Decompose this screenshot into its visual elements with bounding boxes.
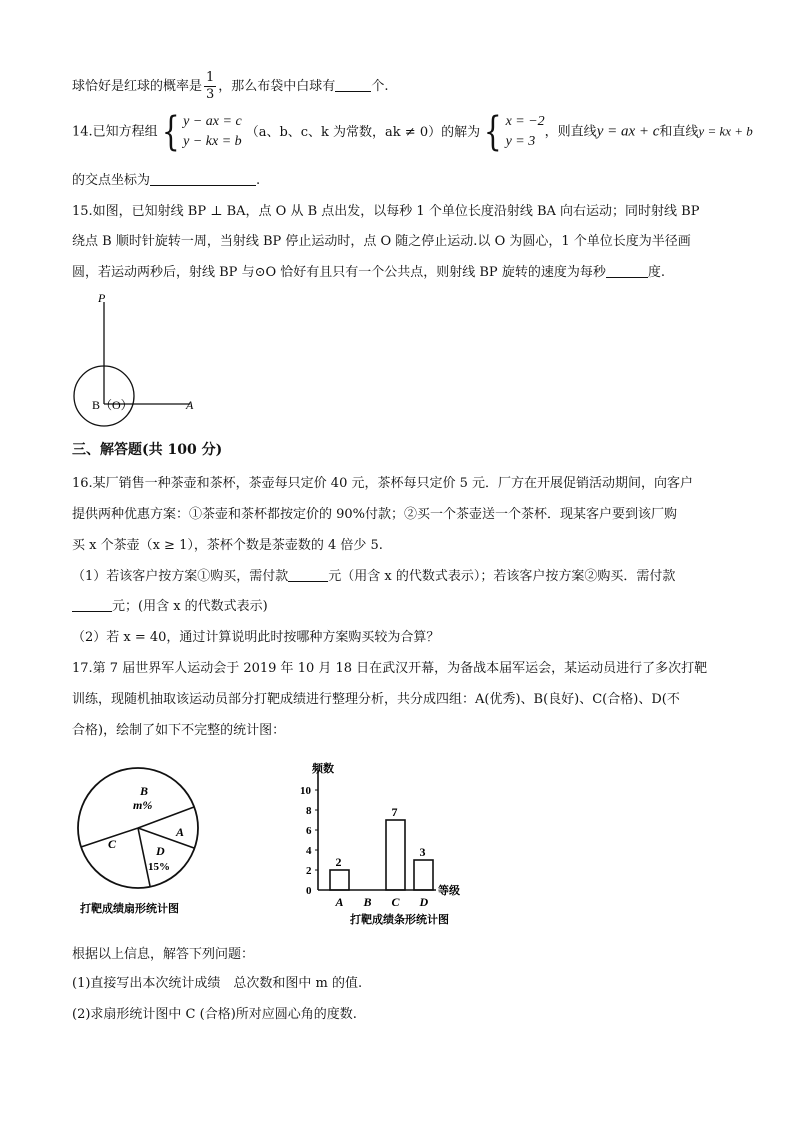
y-axis-label: 频数 bbox=[312, 762, 334, 775]
pie-divider-dc bbox=[138, 828, 150, 886]
q14-sol1: x = −2 bbox=[505, 114, 545, 129]
q14-text-a: ，则直线 bbox=[544, 124, 597, 140]
q15-figure bbox=[66, 290, 206, 430]
q15-line1: 15.如图，已知射线 BP ⊥ BA，点 O 从 B 点出发，以每秒 1 个单位长度沿射线 BA 向右运动；同时射线 BP bbox=[72, 204, 700, 219]
q14-system bbox=[183, 112, 242, 152]
pie-label-d: D bbox=[156, 844, 165, 858]
q14-solution bbox=[506, 112, 545, 152]
q16-part1 bbox=[72, 568, 675, 586]
x-tick-label-a: A bbox=[335, 895, 344, 909]
q16-part2: （2）若 x = 40，通过计算说明此时按哪种方案购买较为合算？ bbox=[72, 630, 440, 645]
q13-tail bbox=[72, 70, 388, 106]
fraction-numerator: 1 bbox=[206, 70, 215, 85]
pie-label-b: B bbox=[140, 784, 149, 798]
q16-part1-cont bbox=[72, 598, 268, 616]
q17-part1: (1)直接写出本次统计成绩 总次数和图中 m 的值. bbox=[72, 976, 363, 991]
q14-end: . bbox=[256, 173, 261, 188]
q14-line2-text: 的交点坐标为 bbox=[72, 173, 151, 188]
q15-line3 bbox=[72, 264, 665, 282]
x-axis-label: 等级 bbox=[438, 884, 460, 897]
q14-eq2: y − kx = b bbox=[183, 134, 242, 149]
q14-line-1: y = ax + c bbox=[596, 123, 660, 140]
x-tick-label-c: C bbox=[391, 895, 400, 909]
label-bo: B（O） bbox=[92, 398, 133, 412]
q14-line-2: y = kx + b bbox=[698, 123, 753, 139]
q16-part1-b: 元（用含 x 的代数式表示）；若该客户按方案②购买．需付款 bbox=[328, 569, 676, 584]
pie-label-a: A bbox=[176, 825, 185, 839]
bar-d bbox=[414, 860, 433, 890]
q16-blank-2[interactable] bbox=[72, 598, 112, 612]
bar-c bbox=[386, 820, 405, 890]
y-tick-label: 2 bbox=[306, 865, 312, 877]
bar-chart bbox=[290, 760, 490, 930]
pie-chart bbox=[70, 760, 220, 925]
section-title: 三、解答题(共 100 分) bbox=[72, 442, 223, 458]
q13-answer-blank[interactable] bbox=[335, 78, 371, 92]
q13-text-b: ，那么布袋中白球有 bbox=[218, 79, 336, 94]
q14-condition: （a、b、c、k 为常数，ak ≠ 0）的解为 bbox=[245, 124, 481, 140]
bar-value-label-a: 2 bbox=[335, 855, 342, 869]
q16-blank-1[interactable] bbox=[288, 568, 328, 582]
y-tick-label: 6 bbox=[306, 825, 312, 837]
bar-value-label-c: 7 bbox=[391, 805, 398, 819]
pie-title: 打靶成绩扇形统计图 bbox=[80, 902, 179, 915]
q14-sol2: y = 3 bbox=[505, 134, 536, 149]
q17-after: 根据以上信息，解答下列问题： bbox=[72, 947, 255, 962]
q13-fraction bbox=[204, 70, 216, 103]
y-tick-label: 8 bbox=[306, 805, 312, 817]
pie-value-d: 15% bbox=[148, 861, 170, 873]
q14-answer-blank[interactable] bbox=[150, 172, 256, 186]
pie-value-b: m% bbox=[133, 798, 153, 812]
pie-divider-ad bbox=[138, 828, 194, 848]
bar-a bbox=[330, 870, 349, 890]
q15-line2: 绕点 B 顺时针旋转一周，当射线 BP 停止运动时，点 O 随之停止运动.以 O 为圆心，1 个单位长度为半径画 bbox=[72, 234, 691, 249]
pie-label-c: C bbox=[108, 837, 117, 851]
bar-value-label-d: 3 bbox=[419, 845, 426, 859]
y-tick-label: 4 bbox=[306, 845, 312, 857]
q14-brace-right: { bbox=[483, 109, 502, 155]
y-tick-label: 10 bbox=[300, 785, 311, 797]
q13-text-c: 个. bbox=[371, 79, 389, 94]
q17-part2: (2)求扇形统计图中 C (合格)所对应圆心角的度数. bbox=[72, 1007, 357, 1022]
q13-text-a: 球恰好是红球的概率是 bbox=[72, 79, 203, 94]
y-tick-label: 0 bbox=[306, 885, 312, 897]
q15-line3-text: 圆，若运动两秒后，射线 BP 与⊙O 恰好有且只有一个公共点，则射线 BP 旋转的速度为每秒 bbox=[72, 265, 606, 280]
q17-line3: 合格)，绘制了如下不完整的统计图： bbox=[72, 723, 286, 738]
q17-line1: 17.第 7 届世界军人运动会于 2019 年 10 月 18 日在武汉开幕，为备战本届军运会，某运动员进行了多次打靶 bbox=[72, 661, 708, 676]
label-a: A bbox=[186, 398, 194, 412]
q16-line3: 买 x 个茶壶（x ≥ 1），茶杯个数是茶壶数的 4 倍少 5. bbox=[72, 538, 383, 553]
q17-line2: 训练，现随机抽取该运动员部分打靶成绩进行整理分析，共分成四组：A(优秀)、B(良好)、C(合格)、D(不 bbox=[72, 692, 680, 707]
q16-line2: 提供两种优惠方案：①茶壶和茶杯都按定价的 90%付款；②买一个茶壶送一个茶杯．现某客户要到该厂购 bbox=[72, 507, 678, 522]
q16-part1-a: （1）若该客户按方案①购买，需付款 bbox=[72, 569, 289, 584]
bar-title: 打靶成绩条形统计图 bbox=[350, 913, 449, 926]
q15-answer-blank[interactable] bbox=[606, 264, 648, 278]
q14-prefix: 14.已知方程组 bbox=[72, 124, 158, 140]
q14-line2 bbox=[72, 172, 260, 190]
q14-text-b: 和直线 bbox=[659, 124, 699, 140]
label-p: P bbox=[98, 291, 106, 305]
q14-eq1: y − ax = c bbox=[183, 114, 242, 129]
fraction-denominator: 3 bbox=[206, 87, 215, 102]
x-tick-label-b: B bbox=[363, 895, 372, 909]
q14-brace-left: { bbox=[161, 109, 180, 155]
q16-line1: 16.某厂销售一种茶壶和茶杯，茶壶每只定价 40 元，茶杯每只定价 5 元．厂方在开展促销活动期间，向客户 bbox=[72, 476, 694, 491]
x-tick-label-d: D bbox=[419, 895, 429, 909]
q16-part1-c: 元；(用含 x 的代数式表示) bbox=[112, 599, 268, 614]
q15-line3-end: 度. bbox=[647, 265, 665, 280]
q14-line1 bbox=[72, 109, 753, 158]
